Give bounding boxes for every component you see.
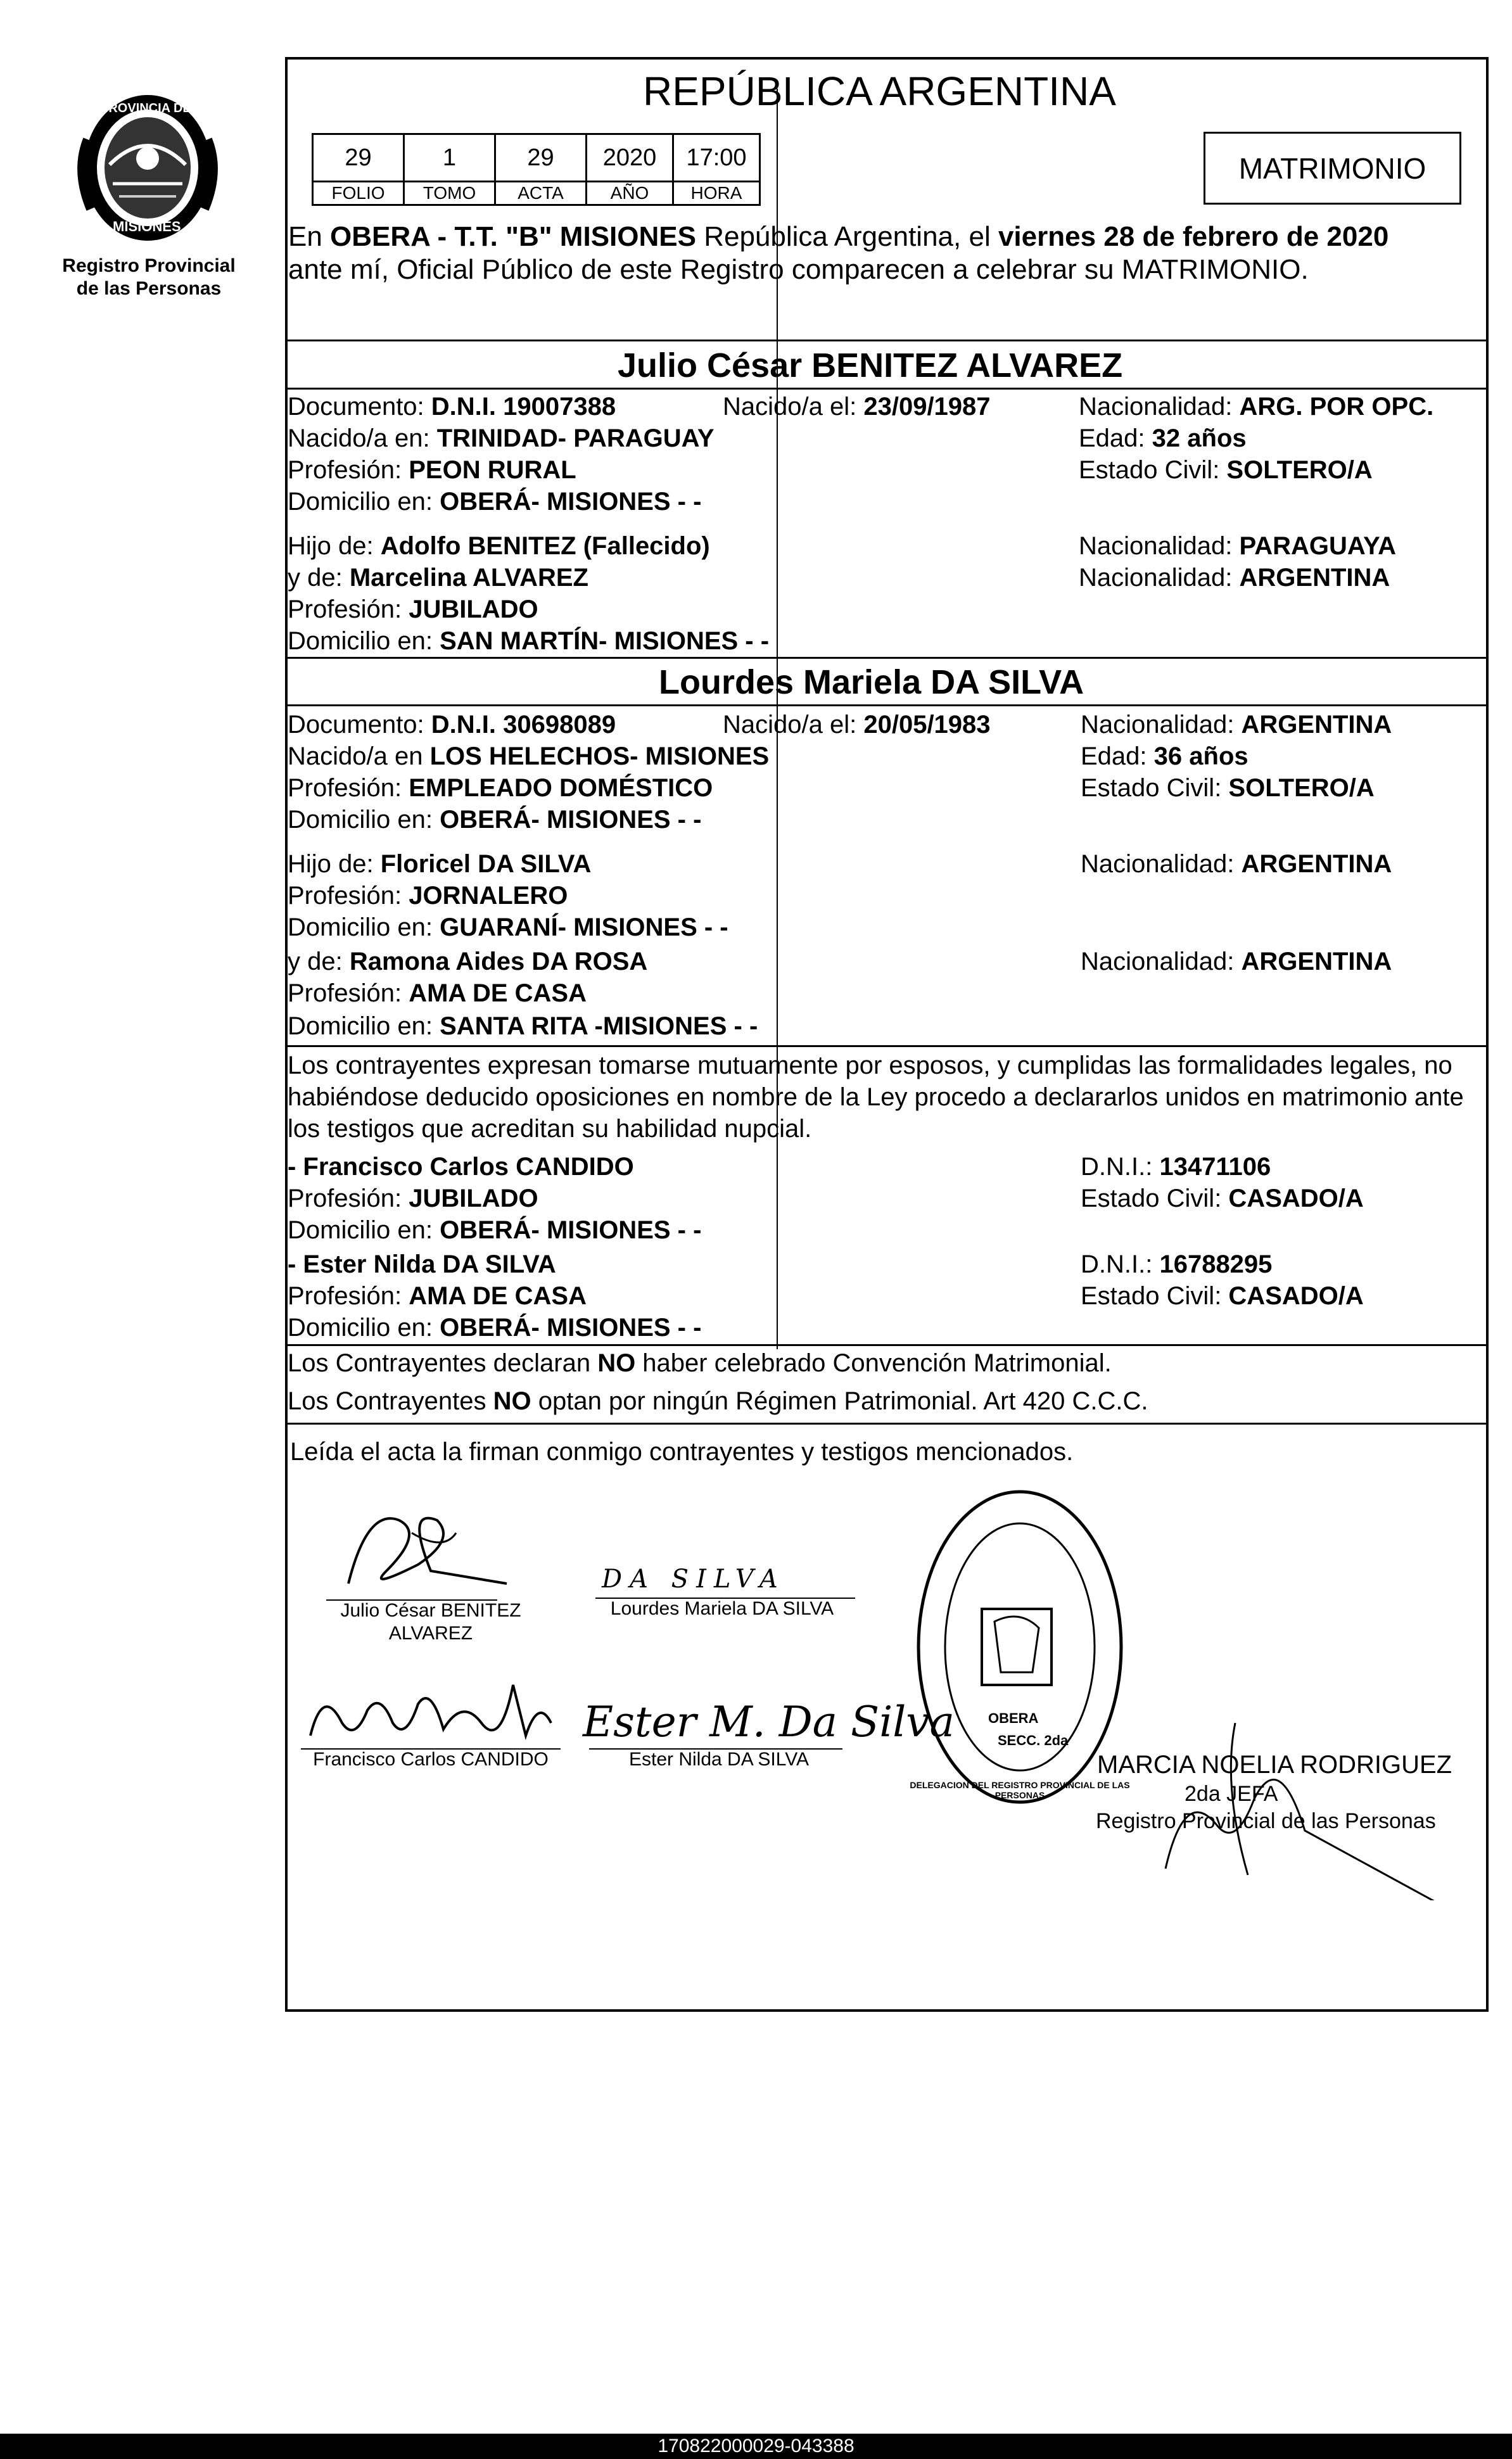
- spouse2-father-nationality: [1081, 851, 1392, 877]
- page-title: REPÚBLICA ARGENTINA: [643, 68, 1116, 114]
- seal-inner-text-b: SECC. 2da: [998, 1732, 1069, 1748]
- text: Los Contrayentes declaran: [288, 1349, 598, 1377]
- spouse2-mother-profession: [288, 981, 587, 1006]
- value: 13471106: [1159, 1153, 1271, 1181]
- value: JORNALERO: [409, 882, 568, 910]
- registry-logo: [75, 89, 220, 247]
- spouse1-age: [1079, 426, 1247, 451]
- regime-line2: [288, 1388, 1148, 1414]
- label: Profesión:: [288, 456, 409, 484]
- label: Domicilio en:: [288, 1314, 440, 1342]
- label: Domicilio en:: [288, 806, 440, 834]
- label: Hijo de:: [288, 532, 381, 560]
- declaration-line1: Los contrayentes expresan tomarse mutuamente por esposos, y cumplidas las formalidades legales, no: [288, 1052, 1452, 1079]
- witness2-address: [288, 1315, 701, 1340]
- label: y de:: [288, 948, 350, 975]
- declaration-line2: habiéndose deducido oposiciones en nombre de la Ley procedo a declararlos unidos en matrimonio ante: [288, 1083, 1464, 1111]
- label: Hijo de:: [288, 850, 381, 878]
- value: ARGENTINA: [1241, 711, 1392, 739]
- spouse1-nationality: [1079, 394, 1433, 419]
- label: Edad:: [1081, 742, 1154, 770]
- value: 20/05/1983: [863, 711, 991, 739]
- value: CASADO/A: [1228, 1282, 1364, 1310]
- value: SAN MARTÍN- MISIONES - -: [440, 627, 770, 655]
- value: SOLTERO/A: [1228, 774, 1375, 802]
- emphasis: NO: [597, 1349, 636, 1377]
- folio-value: 29: [312, 133, 405, 182]
- label: Nacionalidad:: [1081, 850, 1242, 878]
- spouse1-mother: [288, 565, 588, 590]
- emphasis: NO: [493, 1387, 531, 1415]
- spouse2-age: [1081, 744, 1248, 769]
- label: Estado Civil:: [1081, 774, 1229, 802]
- spouse2-profession: [288, 775, 713, 801]
- label: Estado Civil:: [1081, 1282, 1229, 1310]
- seal-ring-text: DELEGACION DEL REGISTRO PROVINCIAL DE LAS PERSONAS: [910, 1780, 1130, 1800]
- tomo-label: TOMO: [403, 181, 496, 206]
- label: Nacionalidad:: [1081, 711, 1242, 739]
- seal-inner-text-a: OBERA: [988, 1710, 1039, 1726]
- declaration-line3: los testigos que acreditan su habilidad nupcial.: [288, 1115, 812, 1143]
- text: Los Contrayentes: [288, 1387, 493, 1415]
- label: D.N.I.:: [1081, 1153, 1160, 1181]
- divider: [285, 1045, 1489, 1047]
- spouse2-mother: [288, 949, 647, 974]
- label: Profesión:: [288, 1282, 409, 1310]
- spouse2-address: [288, 807, 701, 832]
- witness1-name: - Francisco Carlos CANDIDO: [288, 1153, 634, 1181]
- signing-statement: Leída el acta la firman conmigo contrayentes y testigos mencionados.: [290, 1438, 1074, 1466]
- value: SOLTERO/A: [1226, 456, 1373, 484]
- acta-value: 29: [494, 133, 587, 182]
- value: PEON RURAL: [409, 456, 576, 484]
- value: D.N.I. 30698089: [431, 711, 616, 739]
- spouse1-profession: [288, 457, 576, 483]
- spouse1-mother-nationality: [1079, 565, 1390, 590]
- logo-caption: [51, 255, 247, 300]
- spouse2-father: [288, 851, 591, 877]
- witness1-address: [288, 1217, 701, 1243]
- spouse2-document: [288, 712, 616, 737]
- signature-4-caption: Ester Nilda DA SILVA: [628, 1749, 809, 1770]
- value: OBERÁ- MISIONES - -: [440, 1314, 702, 1342]
- witness2-profession: [288, 1283, 587, 1309]
- text: optan por ningún Régimen Patrimonial. Art 420 C.C.C.: [531, 1387, 1148, 1415]
- caption-line: ALVAREZ: [388, 1623, 473, 1644]
- label: Domicilio en:: [288, 488, 440, 516]
- value: EMPLEADO DOMÉSTICO: [409, 774, 713, 802]
- intro-date: viernes 28 de febrero de 2020: [998, 221, 1389, 252]
- footer-code: 170822000029-043388: [0, 2434, 1512, 2459]
- acta-label: ACTA: [494, 181, 587, 206]
- intro-line1: [288, 223, 1388, 251]
- spouse1-parents-profession: [288, 597, 538, 622]
- signature-2-icon: DA SILVA: [602, 1565, 785, 1594]
- document-type-box: MATRIMONIO: [1204, 132, 1461, 205]
- label: Documento:: [288, 393, 431, 421]
- witness1-profession: [288, 1186, 538, 1211]
- spouse1-parents-address: [288, 628, 769, 654]
- signature-3-icon: [298, 1660, 564, 1755]
- label: Documento:: [288, 711, 431, 739]
- witness2-name: - Ester Nilda DA SILVA: [288, 1250, 556, 1278]
- hora-label: HORA: [672, 181, 761, 206]
- signature-3-caption: Francisco Carlos CANDIDO: [313, 1749, 549, 1770]
- value: Adolfo BENITEZ (Fallecido): [380, 532, 710, 560]
- signature-1-icon: [329, 1495, 519, 1603]
- logo-ring-text-top: PROVINCIA DE: [100, 101, 191, 115]
- spouse1-father-nationality: [1079, 533, 1396, 559]
- label: Nacionalidad:: [1079, 532, 1240, 560]
- value: ARGENTINA: [1239, 564, 1390, 592]
- spouse2-civil-status: [1081, 775, 1375, 801]
- value: Marcelina ALVAREZ: [349, 564, 588, 592]
- value: D.N.I. 19007388: [431, 393, 616, 421]
- label: Profesión:: [288, 979, 409, 1007]
- value: AMA DE CASA: [409, 1282, 587, 1310]
- spouse2-father-profession: [288, 883, 568, 908]
- value: 16788295: [1159, 1250, 1273, 1278]
- value: LOS HELECHOS- MISIONES: [429, 742, 770, 770]
- spouse2-nationality: [1081, 712, 1392, 737]
- label: Profesión:: [288, 595, 409, 623]
- spouse2-birthplace: [288, 744, 769, 769]
- ano-label: AÑO: [585, 181, 674, 206]
- divider: [285, 388, 1489, 390]
- caption-line: Julio César BENITEZ: [340, 1600, 521, 1621]
- label: y de:: [288, 564, 350, 592]
- intro-place: OBERA - T.T. "B" MISIONES: [330, 221, 696, 252]
- label: Profesión:: [288, 774, 409, 802]
- label: Domicilio en:: [288, 1012, 440, 1040]
- value: OBERÁ- MISIONES - -: [440, 1216, 702, 1244]
- spouse1-name: Julio César BENITEZ ALVAREZ: [618, 346, 1123, 384]
- spouse2-mother-nationality: [1081, 949, 1392, 974]
- intro-prefix: En: [288, 221, 331, 252]
- official-name: MARCIA NOELIA RODRIGUEZ: [1097, 1751, 1452, 1779]
- official-title: 2da JEFA: [1185, 1782, 1278, 1806]
- logo-caption-line1: Registro Provincial: [62, 255, 236, 276]
- spouse2-father-address: [288, 915, 728, 940]
- label: Profesión:: [288, 1185, 409, 1212]
- official-registry: Registro Provincial de las Personas: [1096, 1809, 1436, 1833]
- witness1-civil-status: [1081, 1186, 1364, 1211]
- label: Nacionalidad:: [1079, 393, 1240, 421]
- witness1-dni: [1081, 1154, 1271, 1179]
- signature-2-caption: Lourdes Mariela DA SILVA: [610, 1598, 834, 1619]
- divider: [285, 340, 1489, 341]
- label: Estado Civil:: [1081, 1185, 1229, 1212]
- value: Ramona Aides DA ROSA: [349, 948, 648, 975]
- value: 36 años: [1153, 742, 1248, 770]
- logo-ring-text-bottom: MISIONES: [113, 219, 181, 234]
- divider: [285, 1344, 1489, 1346]
- regime-line1: [288, 1350, 1112, 1376]
- value: ARGENTINA: [1241, 948, 1392, 975]
- intro-mid: República Argentina, el: [696, 221, 998, 252]
- spouse1-address: [288, 489, 701, 514]
- witness2-dni: [1081, 1252, 1272, 1277]
- divider: [285, 1423, 1489, 1425]
- value: JUBILADO: [409, 1185, 538, 1212]
- value: ARGENTINA: [1241, 850, 1392, 878]
- value: ARG. POR OPC.: [1239, 393, 1434, 421]
- label: Nacionalidad:: [1081, 948, 1242, 975]
- spouse1-birthplace: [288, 426, 715, 451]
- value: Floricel DA SILVA: [380, 850, 592, 878]
- label: Estado Civil:: [1079, 456, 1227, 484]
- label: Domicilio en:: [288, 627, 440, 655]
- label: Nacido/a en:: [288, 424, 437, 452]
- value: OBERÁ- MISIONES - -: [440, 488, 702, 516]
- value: GUARANÍ- MISIONES - -: [440, 913, 728, 941]
- divider: [285, 704, 1489, 706]
- spouse1-civil-status: [1079, 457, 1373, 483]
- text: haber celebrado Convención Matrimonial.: [635, 1349, 1112, 1377]
- value: JUBILADO: [409, 595, 538, 623]
- label: Nacido/a el:: [723, 711, 864, 739]
- value: OBERÁ- MISIONES - -: [440, 806, 702, 834]
- divider: [285, 657, 1489, 659]
- spouse2-mother-address: [288, 1013, 758, 1039]
- official-signature-icon: [1090, 1710, 1470, 1900]
- label: Nacido/a el:: [723, 393, 864, 421]
- tomo-value: 1: [403, 133, 496, 182]
- signature-4-icon: Ester M. Da Silva: [583, 1698, 955, 1746]
- value: 32 años: [1152, 424, 1247, 452]
- folio-label: FOLIO: [312, 181, 405, 206]
- spouse1-father: [288, 533, 710, 559]
- label: Domicilio en:: [288, 913, 440, 941]
- spouse2-birthdate: [723, 712, 991, 737]
- ano-value: 2020: [585, 133, 674, 182]
- value: CASADO/A: [1228, 1185, 1364, 1212]
- value: TRINIDAD- PARAGUAY: [436, 424, 715, 452]
- label: Nacido/a en: [288, 742, 430, 770]
- label: Edad:: [1079, 424, 1152, 452]
- spouse1-birthdate: [723, 394, 991, 419]
- label: Domicilio en:: [288, 1216, 440, 1244]
- intro-line2: ante mí, Oficial Público de este Registro comparecen a celebrar su MATRIMONIO.: [288, 254, 1309, 285]
- witness2-civil-status: [1081, 1283, 1364, 1309]
- value: 23/09/1987: [863, 393, 991, 421]
- spouse2-name: Lourdes Mariela DA SILVA: [659, 663, 1084, 701]
- hora-value: 17:00: [672, 133, 761, 182]
- value: SANTA RITA -MISIONES - -: [440, 1012, 758, 1040]
- label: Profesión:: [288, 882, 409, 910]
- spouse1-document: [288, 394, 616, 419]
- label: D.N.I.:: [1081, 1250, 1160, 1278]
- label: Nacionalidad:: [1079, 564, 1240, 592]
- value: PARAGUAYA: [1239, 532, 1396, 560]
- logo-caption-line2: de las Personas: [76, 278, 222, 299]
- value: AMA DE CASA: [409, 979, 587, 1007]
- signature-1-caption: [317, 1599, 545, 1645]
